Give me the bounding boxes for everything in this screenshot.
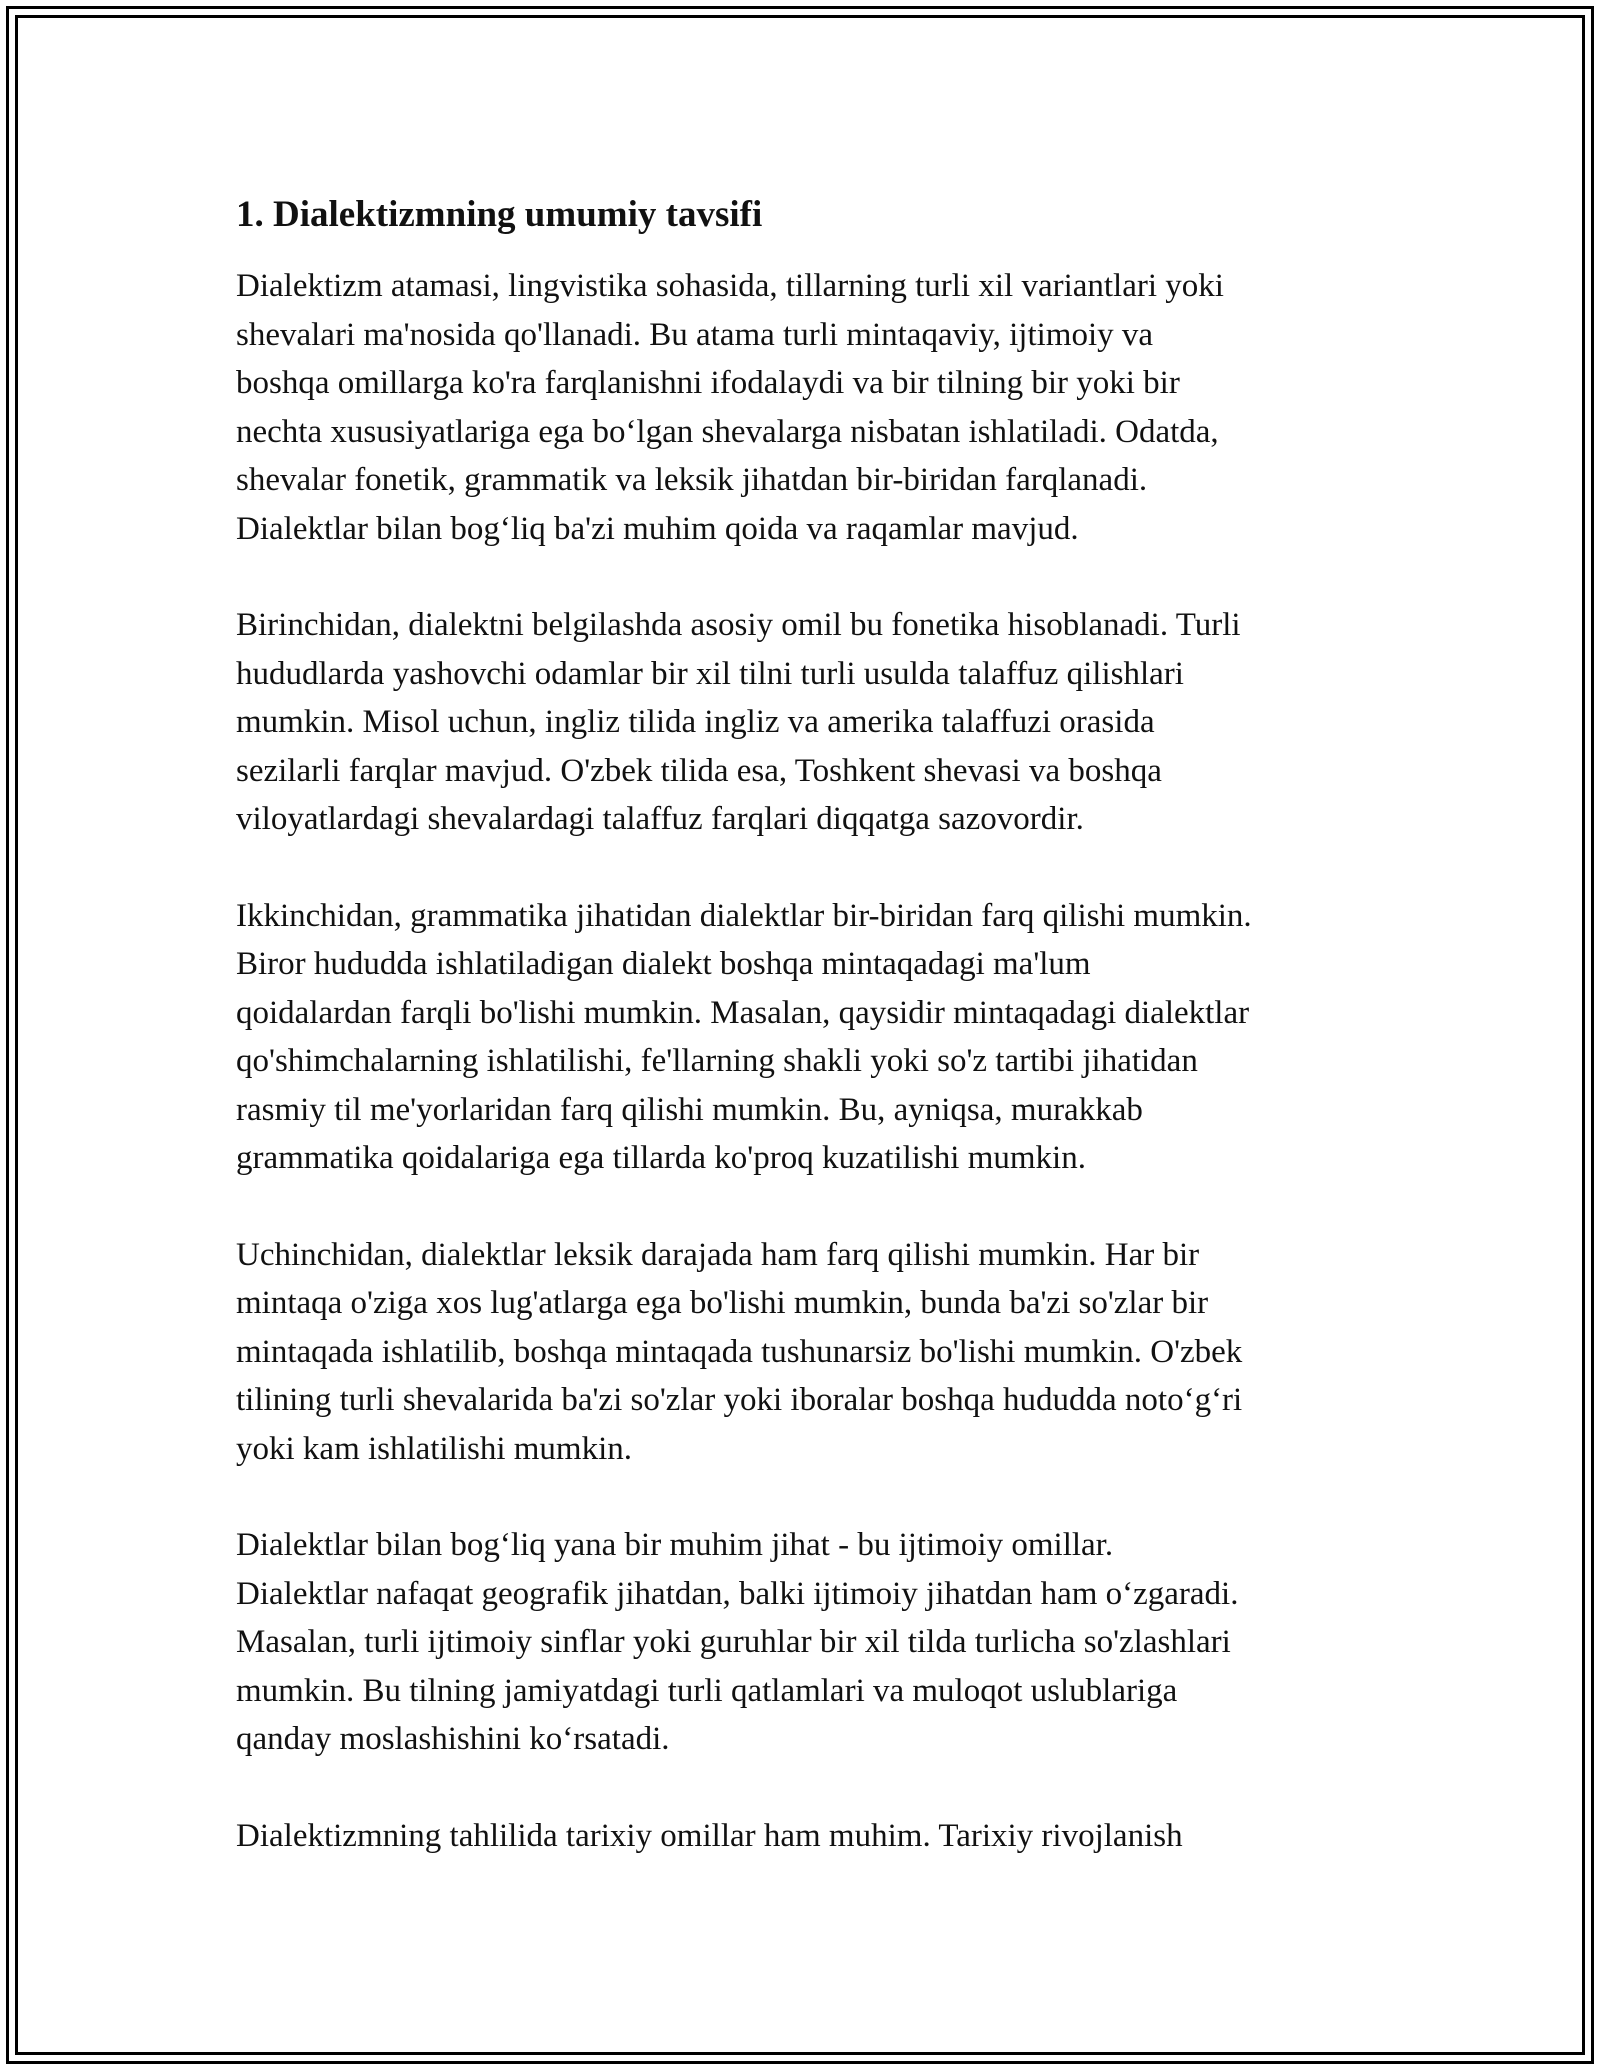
text-line: Dialektizmning tahlilida tarixiy omillar ham muhim. Tarixiy rivojlanish bbox=[236, 1817, 1183, 1854]
document-body bbox=[236, 190, 1376, 1908]
paragraph-definition bbox=[236, 262, 1376, 553]
text-line: Biror hududda ishlatiladigan dialekt boshqa mintaqadagi ma'lum bbox=[236, 946, 1091, 982]
paragraph-historical bbox=[236, 1812, 1376, 1861]
text-line: Ikkinchidan, grammatika jihatidan dialektlar bir-biridan farq qilishi mumkin. bbox=[236, 897, 1252, 934]
text-line: mintaqa o'ziga xos lug'atlarga ega bo'lishi mumkin, bunda ba'zi so'zlar bir bbox=[236, 1285, 1209, 1321]
paragraph-grammar bbox=[236, 892, 1376, 1183]
text-line: qo'shimchalarning ishlatilishi, fe'llarning shakli yoki so'z tartibi jihatidan bbox=[236, 1043, 1198, 1079]
text-line: boshqa omillarga ko'ra farqlanishni ifodalaydi va bir tilning bir yoki bir bbox=[236, 365, 1180, 401]
text-line: shevalari ma'nosida qo'llanadi. Bu atama turli mintaqaviy, ijtimoiy va bbox=[236, 316, 1154, 353]
text-line: Dialektizm atamasi, lingvistika sohasida, tillarning turli xil variantlari yoki bbox=[236, 268, 1224, 304]
text-line: qoidalardan farqli bo'lishi mumkin. Masalan, qaysidir mintaqadagi dialektlar bbox=[236, 994, 1250, 1031]
paragraph-social bbox=[236, 1521, 1376, 1764]
text-line: Birinchidan, dialektni belgilashda asosiy omil bu fonetika hisoblanadi. Turli bbox=[236, 607, 1241, 643]
text-line: Dialektlar nafaqat geografik jihatdan, balki ijtimoiy jihatdan ham oʻzgaradi. bbox=[236, 1575, 1239, 1612]
text-line: grammatika qoidalariga ega tillarda ko'proq kuzatilishi mumkin. bbox=[236, 1140, 1086, 1176]
text-line: mumkin. Misol uchun, ingliz tilida ingliz va amerika talaffuzi orasida bbox=[236, 704, 1155, 740]
text-line: Dialektlar bilan bogʻliq ba'zi muhim qoida va raqamlar mavjud. bbox=[236, 510, 1079, 547]
text-line: shevalar fonetik, grammatik va leksik jihatdan bir-biridan farqlanadi. bbox=[236, 462, 1148, 498]
text-line: Masalan, turli ijtimoiy sinflar yoki guruhlar bir xil tilda turlicha so'zlashlari bbox=[236, 1624, 1231, 1660]
text-line: Uchinchidan, dialektlar leksik darajada ham farq qilishi mumkin. Har bir bbox=[236, 1236, 1200, 1273]
text-line: sezilarli farqlar mavjud. O'zbek tilida esa, Toshkent shevasi va boshqa bbox=[236, 752, 1162, 789]
text-line: mintaqada ishlatilib, boshqa mintaqada tushunarsiz bo'lishi mumkin. O'zbek bbox=[236, 1333, 1243, 1370]
text-line: nechta xususiyatlariga ega boʻlgan shevalarga nisbatan ishlatiladi. Odatda, bbox=[236, 413, 1219, 450]
text-line: qanday moslashishini koʻrsatadi. bbox=[236, 1721, 670, 1757]
paragraph-phonetics bbox=[236, 601, 1376, 844]
text-line: mumkin. Bu tilning jamiyatdagi turli qatlamlari va muloqot uslublariga bbox=[236, 1672, 1178, 1709]
paragraph-lexical bbox=[236, 1231, 1376, 1474]
text-line: Dialektlar bilan bogʻliq yana bir muhim jihat - bu ijtimoiy omillar. bbox=[236, 1527, 1114, 1563]
section-heading: 1. Dialektizmning umumiy tavsifi bbox=[236, 194, 763, 235]
text-line: yoki kam ishlatilishi mumkin. bbox=[236, 1430, 632, 1467]
text-line: hududlarda yashovchi odamlar bir xil tilni turli usulda talaffuz qilishlari bbox=[236, 655, 1184, 692]
text-line: tilining turli shevalarida ba'zi so'zlar yoki iboralar boshqa hududda notoʻgʻri bbox=[236, 1382, 1243, 1418]
text-line: viloyatlardagi shevalardagi talaffuz farqlari diqqatga sazovordir. bbox=[236, 801, 1084, 837]
text-line: rasmiy til me'yorlaridan farq qilishi mumkin. Bu, ayniqsa, murakkab bbox=[236, 1091, 1143, 1128]
